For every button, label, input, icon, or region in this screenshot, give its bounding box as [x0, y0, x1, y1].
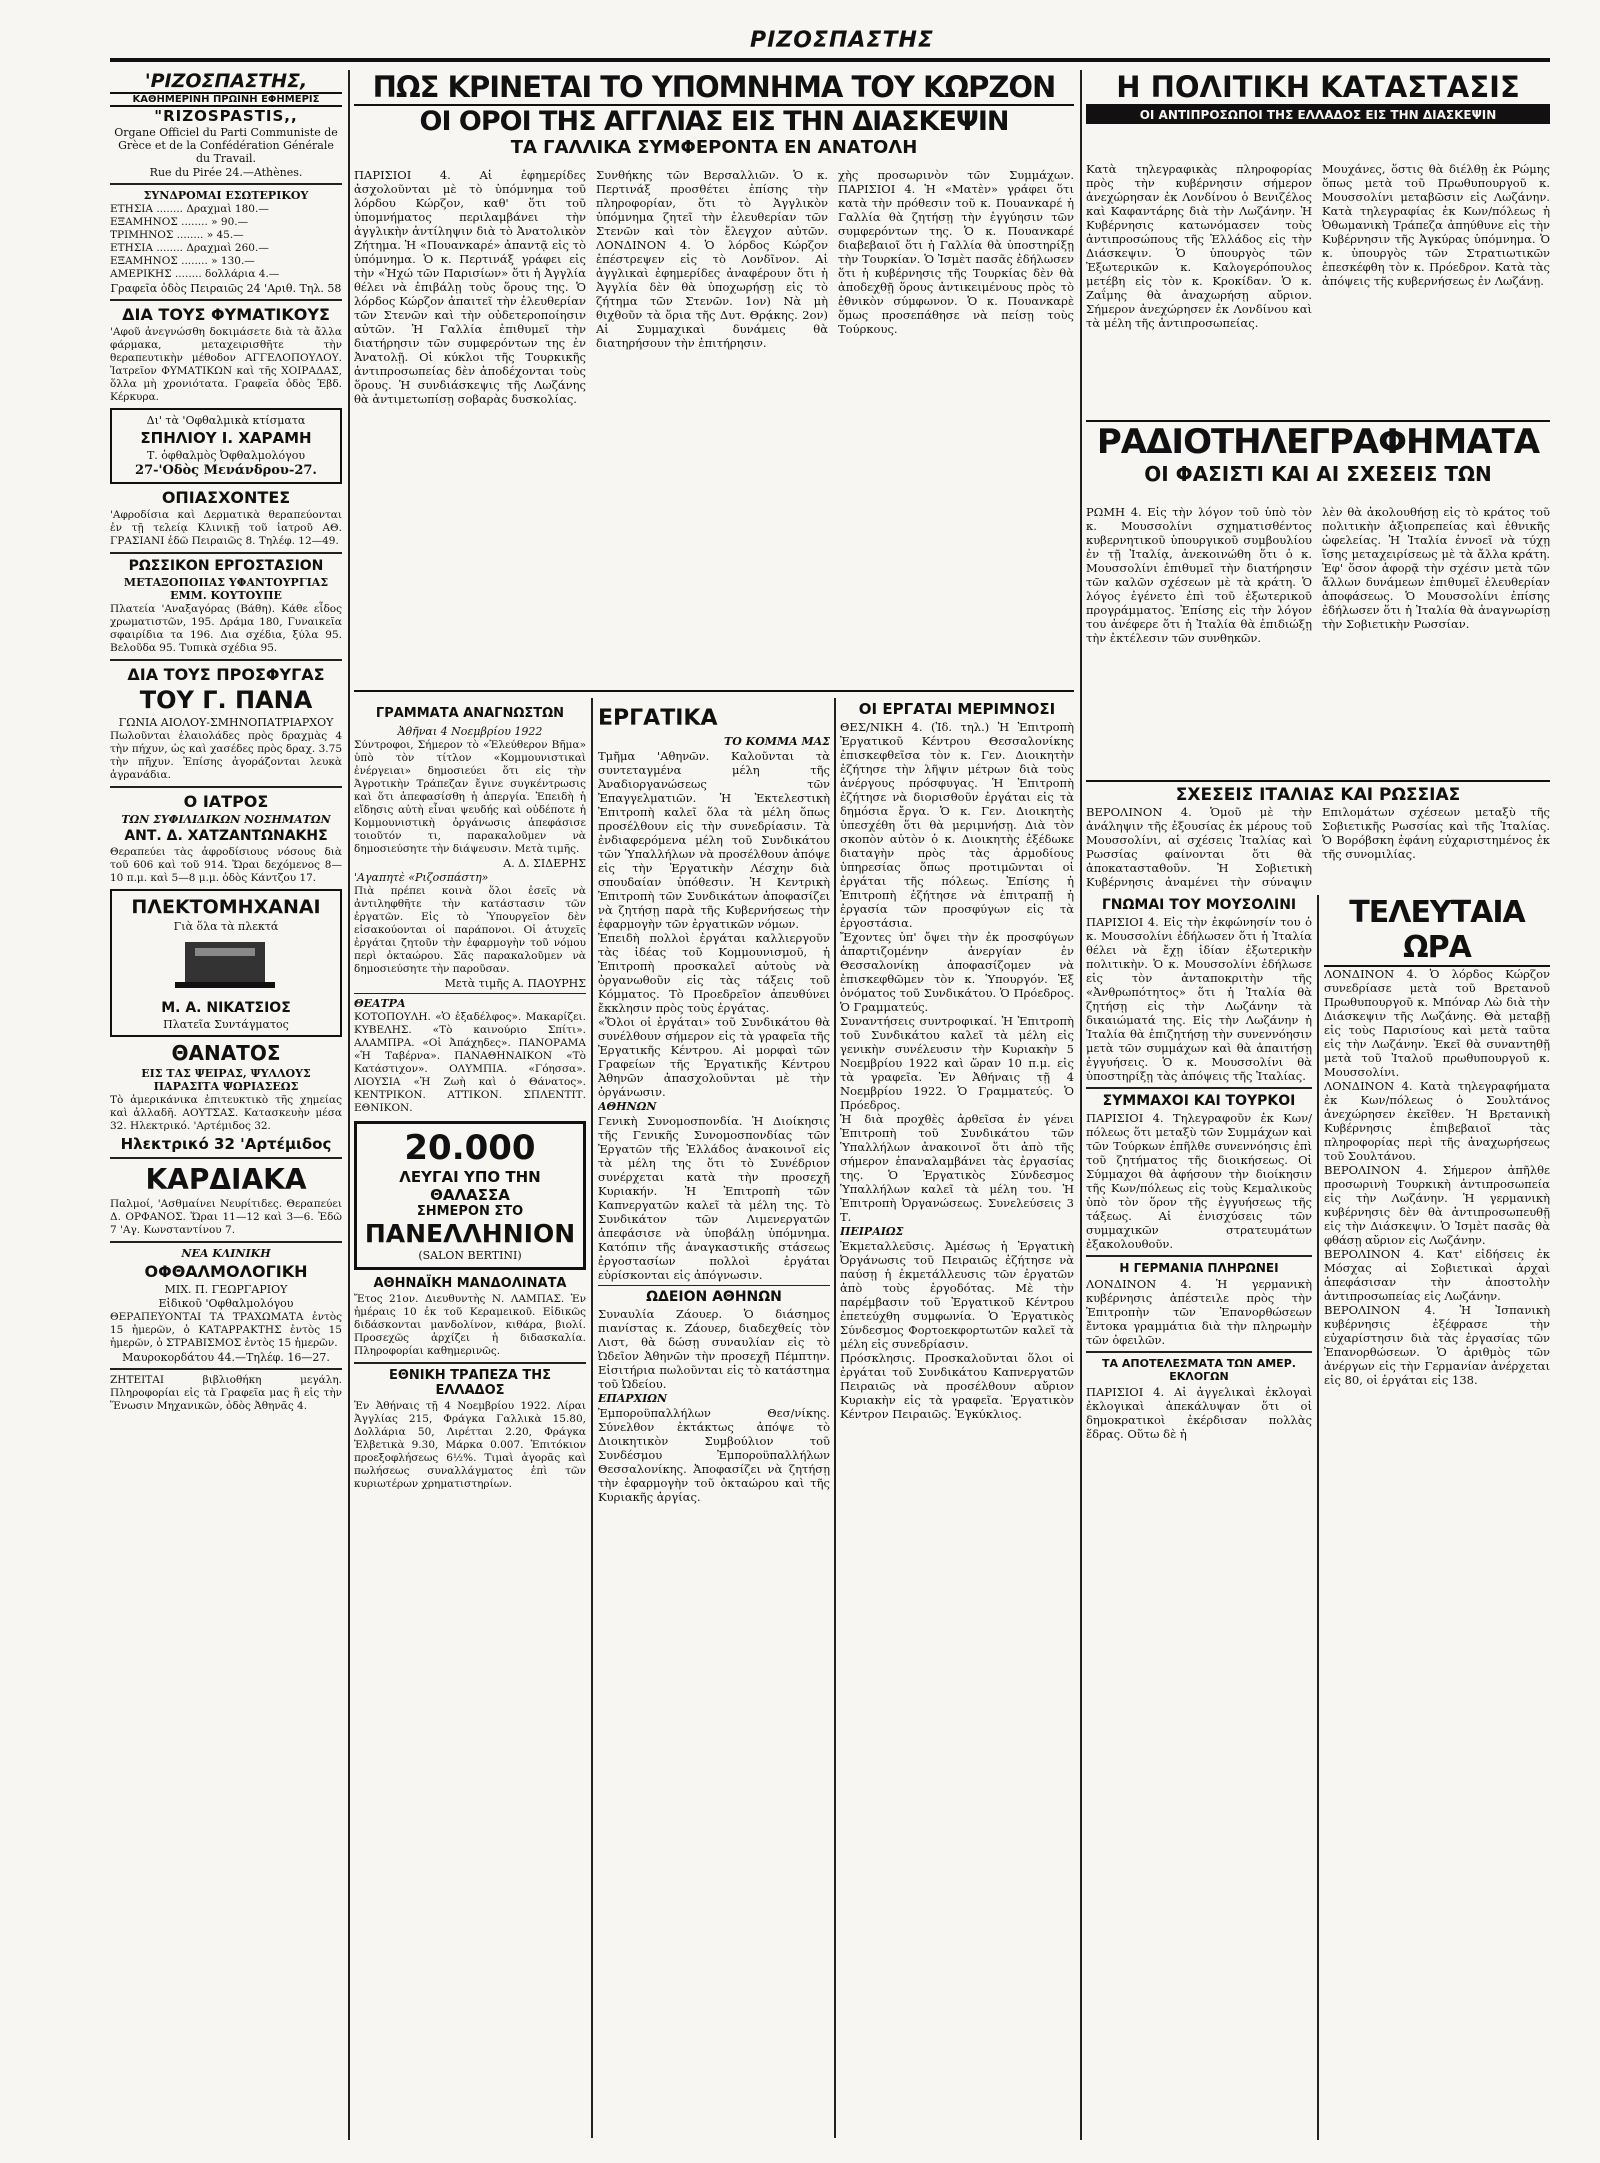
ad-doctor-name: ΑΝΤ. Δ. ΧΑΤΖΑΝΤΩΝΑΚΗΣ: [124, 828, 328, 844]
paper-subtitle: ΚΑΘΗΜΕΡΙΝΗ ΠΡΩΙΝΗ ΕΦΗΜΕΡΙΣ: [110, 92, 342, 107]
political-text1: Κατὰ τηλεγραφικὰς πληροφορίας πρὸς τὴν κυβέρνησιν σήμερον ἀνεχώρησαν ἐκ Λονδίνου ὁ Βενιζέλος καὶ Καφαντάρης διὰ τὴν Λωζάνην. Ἡ Κυβέρνησις κατωνόμασεν τοὺς ἀντιπροσώπους τῆς Ἑλλάδος εἰς τὴν Διάσκεψιν. Ὁ ὑπουργὸς τῶν Ἐξωτερικῶν κ. Καλογερόπουλος μετέβη εἰς τὸν κ. Κροκίδαν. Ὁ κ. Ζαΐμης θὰ ἀναχωρήσῃ αὔριον. Σήμερον ἀνεχώρησεν ἐκ Λονδίνου καὶ τὰ μέλη τῆς ἀντιπροσωπείας.: [1086, 162, 1312, 330]
ad-phthisis-text: 'Αφοῦ ἀνεγνώσθη δοκιμάσετε διὰ τὰ ἄλλα φάρμακα, μεταχειρισθῆτε τὴν θεραπευτικὴν μέθοδον ΑΓΓΕΛΟΠΟΥΛΟΥ. Ἰατρεῖον ΦΥΜΑΤΙΚΩΝ καὶ τῆς ΧΟΙΡΑΔΑΣ, ὅλλα μὴ χρονιότατα. Γραφεῖα ὁδὸς Ἐβδ. Κέρκυρα.: [110, 326, 342, 403]
ad-ophthalmic-line3: Τ. ὁφθαλμὸς Ὀφθαλμολόγου: [146, 449, 306, 462]
article-curzon-part1: ΠΑΡΙΣΙΟΙ 4. Αἱ ἐφημερίδες ἀσχολοῦνται μὲ τὸ ὑπόμνημα τοῦ λόρδου Κώρζον, καθ' ὅτι τοῦ ὑπομνήματος περιλαμβάνει τὴν ἀγγλικὴν ἀντίληψιν διὰ τὸ Ἀνατολικὸν Ζήτημα. Ἡ «Πουανκαρέ» ἀπαντᾷ εἰς τὸ ὑπόμνημα. Ὁ κ. Περτινάξ γράφει εἰς τὴν «Ἠχώ τῶν Παρισίων» ὅτι ἡ Ἀγγλία θέλει νὰ ἐπιβάλῃ τοὺς ὅρους της. Ὁ λόρδος Κώρζον ἀπαιτεῖ τὴν ἐλευθερίαν τῶν Στενῶν καὶ τὴν οὐδετεροποίησιν αὐτῶν. Ἡ Γαλλία ἐπιθυμεῖ τὴν διατήρησιν τῶν συμφερόντων της ἐν Ἀνατολῇ. Οἱ κύκλοι τῆς Τουρκικῆς ἀντιπροσωπείας δὲν ἀποδέχονται τοὺς ὅρους. Ἡ συνδιάσκεψις τῆς Λωζάνης θὰ ἀντιμετωπίσῃ σοβαρὰς δυσκολίας.: [354, 168, 586, 406]
ad-knitting-name: Μ. Α. ΝΙΚΑΤΣΙΟΣ: [161, 1000, 291, 1016]
main-headline-area: [354, 70, 1074, 160]
masthead-title: ΡΙΖΟΣΠΑΣΤΗΣ: [750, 28, 934, 53]
ad-death-title: ΘΑΝΑΤΟΣ: [171, 1041, 281, 1065]
lottery-amount: 20.000: [404, 1128, 536, 1168]
article-col-b: [596, 168, 828, 678]
ad-refugees-title: ΔΙΑ ΤΟΥΣ ΠΡΟΣΦΥΓΑΣ: [127, 665, 325, 684]
odeon-text: Συναυλία Ζάουερ. Ὁ διάσημος πιανίστας κ. Ζάουερ, διαδεχθείς τὸν Λιστ, θὰ δώσῃ συναυλίαν εἰς τὸ Ὠδεῖον Ἀθηνῶν τὴν προσεχῆ Πέμπτην. Εἰσιτήρια πωλοῦνται εἰς τὸ κατάστημα τοῦ Ὠδείου.: [598, 1307, 830, 1391]
article-col-a: [354, 168, 586, 678]
column-workers-care: [840, 698, 1074, 2138]
ad-death-sub: ΕΙΣ ΤΑΣ ΨΕΙΡΑΣ, ΨΥΛΛΟΥΣ ΠΑΡΑΣΙΤΑ ΨΩΡΙΑΣΕΩΣ: [141, 1067, 311, 1093]
ad-knitting-address: Πλατεῖα Συντάγματος: [163, 1018, 289, 1031]
labour-text2: Ἐπειδὴ πολλοὶ ἐργάται καλλιεργοῦν τὰς ἰδέας τοῦ Κομμουνισμοῦ, ἡ Ἐπιτροπὴ προσκαλεῖ αὐτοὺς νὰ ὀργανωθοῦν εἰς τὰς τάξεις τοῦ Κόμματος. Τὸ Προεδρεῖον ἀπευθύνει ἔκκλησιν πρὸς τοὺς ἐργάτας.: [598, 931, 830, 1015]
letter2-text: Πιὰ πρέπει κοινὰ ὅλοι ἐσεῖς νὰ ἀντιληφθῆτε τὴν κατάστασιν τῶν ἐργατῶν. Εἰς τὸ Ὑπουργεῖον δὲν εἰσακούονται οἱ παράπονοι. Οἱ ἀτυχεῖς ἐργάται ζητοῦν τὴν ἐφαρμογὴν τοῦ νόμου περὶ ὀκταώρου. Σᾶς παρακαλοῦμεν νὰ δημοσιεύσητε τὴν παροῦσαν.: [354, 885, 586, 975]
ad-russian-factory-title: ΡΩΣΣΙΚΟΝ ΕΡΓΟΣΤΑΣΙΟΝ: [128, 558, 324, 574]
ad-clinic-address: Μαυροκορδάτου 44.—Τηλέφ. 16—27.: [122, 1351, 330, 1364]
workers-text1: ΘΕΣ/ΝΙΚΗ 4. (Ἰδ. τηλ.) Ἡ Ἐπιτροπὴ Ἐργατικοῦ Κέντρου Θεσσαλονίκης ἐπισκεφθεῖσα τὸν κ. Γεν. Διοικητὴν ἐζήτησε τὴν λῆψιν μέτρων διὰ τοὺς ἀνέργους πρόσφυγας. Ἡ Ἐπιτροπὴ ἐζήτησε νὰ διορισθοῦν ἐργάται εἰς τὰ δημόσια ἔργα. Ὁ κ. Γεν. Διοικητὴς ὑπεσχέθη ὅτι θὰ μεριμνήσῃ. Διὰ τὸν σκοπὸν αὐτὸν ὁ κ. Διοικητὴς ἐξέδωκε διαταγὴν πρὸς τὰς ἀρμοδίους ὑπηρεσίας ὅπως προτιμῶνται οἱ ἐργάται τῆς πόλεως. Ἐπίσης ἡ Ἐπιτροπὴ ἐζήτησε νὰ ἐπιτραπῇ ἡ ἐργασία τῶν προσφύγων εἰς τὰ ἐργοστάσια.: [840, 720, 1074, 930]
ad-ophthalmic-line1: Δι' τὰ 'Οφθαλμικὰ κτίσματα: [146, 414, 306, 427]
column-right-a: [1086, 895, 1312, 2140]
radio-fascists-sub: ΟΙ ΦΑΣΙΣΤΙ ΚΑΙ ΑΙ ΣΧΕΣΕΙΣ ΤΩΝ: [1144, 462, 1492, 486]
province-text: Ἐμποροϋπαλλήλων Θεσ/νίκης. Σύνελθον ἐκτάκτως ἀπόψε τὸ Διοικητικὸν Συμβούλιον τοῦ Συνδέσμου Ἐμποροϋπαλλήλων Θεσσαλονίκης. Ἀποφασίζει νὰ ζητήσῃ τὴν ἐφαρμογὴν τοῦ ὀκταώρου καὶ τῆς Κυριακῆς ἀργίας.: [598, 1406, 830, 1504]
last-hour-title: ΤΕΛΕΥΤΑΙΑ ΩΡΑ: [1324, 895, 1550, 967]
ad-doctor-title: Ο ΙΑΤΡΟΣ: [183, 792, 269, 811]
masthead: [110, 28, 1550, 62]
mandolin-title: ΑΘΗΝΑΪΚΗ ΜΑΝΔΟΛΙΝΑΤΑ: [373, 1276, 567, 1291]
subscriptions-title: ΣΥΝΔΡΟΜΑΙ ΕΣΩΤΕΡΙΚΟΥ: [143, 189, 309, 202]
italy-russia-block: [1086, 780, 1550, 890]
column-letters: [354, 698, 586, 2138]
ad-ophthalmic-address: 27-'Οδὸς Μενάνδρου-27.: [135, 463, 317, 478]
ad-refugees-text: Πωλοῦνται ἐλαιολάδες πρὸς δραχμὰς 4 τὴν πήχυν, ὡς καὶ χασέδες πρὸς δραχ. 3.75 τὴν πῆχυν. Ἐπίσης ἀγοράζονται λευκὰ ἀγρανάδια.: [110, 730, 342, 781]
subscription-row: ΕΞΑΜΗΝΟΣ ........ » 90.—: [110, 216, 249, 228]
theatre-text: ΚΟΤΟΠΟΥΛΗ. «Ὁ ἐξαδέλφος». Μακαρίζει. ΚΥΒΕΛΗΣ. «Τὸ καινούριο Σπίτι». ΑΛΑΜΠΡΑ. «Οἱ Ἀπάχηδες». ΠΑΝΟΡΑΜΑ «Ἡ Ταβέρνα». ΠΑΝΑΘΗΝΑΙΚΟΝ «Τὸ Κατάστιχον». ΟΛΥΜΠΙΑ. «Γόησσα». ΛΙΟΥΣΙΑ «Ἡ Ζωὴ καὶ ὁ Θάνατος». ΚΕΝΤΡΙΚΟΝ. ΑΤΤΙΚΟΝ. ΣΠΛΕΝΤΙΤ. ΕΘΝΙΚΟΝ.: [354, 1011, 586, 1114]
ad-knitting-title: ΠΛΕΚΤΟΜΗΧΑΝΑΙ: [131, 896, 321, 918]
ad-clinic-name: ΟΦΘΑΛΜΟΛΟΓΙΚΗ: [144, 1262, 308, 1281]
odeon-title: ΩΔΕΙΟΝ ΑΘΗΝΩΝ: [646, 1289, 782, 1305]
ad-clinic-text: ΘΕΡΑΠΕΥΟΝΤΑΙ ΤΑ ΤΡΑΧΩΜΑΤΑ ἐντὸς 15 ἡμερῶν, ὁ ΚΑΤΑΡΡΑΚΤΗΣ ἐντὸς 15 ἡμερῶν, ὁ ΣΤΡΑΒΙΣΜΟΣ ἐντὸς 15 ἡμερῶν.: [110, 1311, 342, 1349]
column-ads: [110, 70, 342, 2140]
ad-clinic-specialty: Εἰδικοῦ 'Οφθαλμολόγου: [158, 1297, 294, 1310]
lottery-line2: ΣΗΜΕΡΟΝ ΣΤΟ: [416, 1204, 524, 1219]
radio-col-a: [1086, 505, 1312, 775]
radio-header: [1086, 420, 1550, 500]
ad-cardiac-text: Παλμοί, 'Ασθμαίνει Νευρίτιδες. Θεραπεύει Δ. ΟΡΦΑΝΟΣ. Ὥραι 11—12 καὶ 3—6. Ἐδῶ 7 'Αγ. Κωνσταντίνου 7.: [110, 1198, 342, 1236]
radio-text2: ΡΩΜΗ 4. Εἰς τὴν λόγον τοῦ ὑπὸ τὸν κ. Μουσσολίνι σχηματισθέντος κυβερνητικοῦ ὑπουργικοῦ συμβουλίου ἐν τῇ Ἰταλίᾳ, ἀνεκοινώθη ὅτι ὁ κ. Μουσσολίνι ἐπιθυμεῖ τὴν διατήρησιν τῶν καλῶν σχέσεων μὲ τὰ κράτη. Ὁ λόγος ἐγένετο ἐπὶ τοῦ ἐξωτερικοῦ προγράμματος. Ἐπίσης εἰς τὴν λόγον του ἀνέφερε ὅτι ἡ Ἰταλία θὰ ἐπιδιώξῃ τὴν ἐκτέλεσιν τῶν συνθηκῶν.: [1086, 505, 1312, 645]
italy-russia-title: ΣΧΕΣΕΙΣ ΙΤΑΛΙΑΣ ΚΑΙ ΡΩΣΣΙΑΣ: [1086, 780, 1550, 805]
paper-organ-note: Organe Officiel du Parti Communiste de Grèce et de la Confédération Générale du Travail.: [114, 126, 338, 165]
letter2-salutation: 'Αγαπητὲ «Ριζοσπάστη»: [354, 871, 489, 884]
ad-phthisis-title: ΔΙΑ ΤΟΥΣ ΦΥΜΑΤΙΚΟΥΣ: [122, 305, 330, 324]
ad-refugees-sub: ΓΩΝΙΑ ΑΙΟΛΟΥ-ΣΜΗΝΟΠΑΤΡΙΑΡΧΟΥ: [118, 716, 334, 729]
italy-russia-text-b: Επιλομάτων σχέσεων μεταξὺ τῆς Σοβιετικῆς Ρωσσίας καὶ τῆς Ἰταλίας. Ὁ Βορόβσκη ἐφάνη εὐχαριστημένος ἐκ τῆς συνομιλίας.: [1322, 805, 1550, 861]
mussolini-opinion-title: ΓΝΩΜΑΙ ΤΟΥ ΜΟΥΣΟΛΙΝΙ: [1101, 897, 1297, 913]
mandolin-text: Ἔτος 21ον. Διευθυντὴς Ν. ΛΑΜΠΑΣ. Ἐν ἡμέραις 10 ἐκ τοῦ Κεραμεικοῦ. Εἰδικῶς διδάσκονται μανδολίνον, κιθάρα, βιολί. Προσεχῶς ἀρχίζει ἡ διδασκαλία. Πληροφορίαι καθημερινῶς.: [354, 1293, 586, 1357]
labour-section-title: ΕΡΓΑΤΙΚΑ: [598, 706, 718, 731]
workers-text2: Ἔχοντες ὑπ' ὄψει τὴν ἐκ προσφύγων ἀπαρτιζομένην ἀνεργίαν ἐν Θεσσαλονίκῃ ἀποφασίζομεν νὰ ἐπισκεφθῶμεν τὸν κ. Ὑπουργόν. Ἐξ ὀνόματος τοῦ Συνδικάτου. Ὁ Πρόεδρος. Ὁ Γραμματεύς.: [840, 930, 1074, 1014]
subscription-row: ΕΤΗΣΙΑ ........ Δραχμαὶ 180.—: [110, 203, 269, 215]
ad-doctor-sub: ΤΩΝ ΣΥΦΙΛΙΔΙΚΩΝ ΝΟΣΗΜΑΤΩΝ: [121, 813, 331, 826]
theatre-title: ΘΕΑΤΡΑ: [354, 997, 406, 1010]
article-col-c: [838, 168, 1074, 678]
political-situation-sub: ΟΙ ΑΝΤΙΠΡΟΣΩΠΟΙ ΤΗΣ ΕΛΛΑΔΟΣ ΕΙΣ ΤΗΝ ΔΙΑΣΚΕΨΙΝ: [1086, 106, 1550, 124]
article-curzon-part3: χὴς προσωρινὸν τῶν Συμμάχων. ΠΑΡΙΣΙΟΙ 4. Ἡ «Ματὲν» γράφει ὅτι κατὰ τὴν πρόθεσιν τοῦ κ. Πουανκαρέ ἡ Γαλλία θὰ ζητήσῃ τὴν ἐγγύησιν τῶν συμφερόντων της. Ὁ κ. Πουανκαρέ διαβεβαιοῖ ὅτι ἡ Γαλλία θὰ ὑποστηρίξῃ τὴν Τουρκίαν. Ὁ Ἰσμὲτ πασᾶς ἐδήλωσεν ὅτι ἡ κυβέρνησις τῆς Τουρκίας δὲν θὰ ἀποδεχθῇ ὅρους ἀντικειμένους πρὸς τὸ ἐθνικὸν σύμφωνον. Ὁ κ. Πουανκαρὲ ὅμως προσεπάθησε νὰ πείσῃ τοὺς Τούρκους.: [838, 168, 1074, 336]
headline-england-terms: ΟΙ ΟΡΟΙ ΤΗΣ ΑΓΓΛΙΑΣ ΕΙΣ ΤΗΝ ΔΙΑΣΚΕΨΙΝ: [419, 106, 1009, 137]
column-right-b: [1324, 895, 1550, 2140]
lottery-line1: ΛΕΥΓΑΙ ΥΠΟ ΤΗΝ ΘΑΛΑΣΣΑ: [399, 1168, 541, 1204]
workers-text6: Πρόσκλησις. Προσκαλοῦνται ὅλοι οἱ ἐργάται τοῦ Συνδικάτου Καπνεργατῶν Πειραιῶς νὰ προσέλθουν αὔριον Κυριακὴν εἰς τὰ γραφεῖα. Ἐργατικὸν Κέντρον Πειραιῶς. Ἐγκύκλιος.: [840, 1351, 1074, 1421]
ad-opiaschontes-text: 'Αφροδίσια καὶ Δερματικὰ θεραπεύονται ἐν τῇ τελείᾳ Κλινικῇ τοῦ ἰατροῦ ΑΘ. ΓΡΑΣΙΑΝΙ ἐδῶ Πειραιῶς 8. Τηλέφ. 12—49.: [110, 509, 342, 547]
radio-text2b: λὲν θὰ ἀκολουθήσῃ εἰς τὸ κράτος τοῦ πολιτικὴν ἀξιοπρεπείας καὶ ἐθνικῆς ὠφελείας. Ἡ Ἰταλία ἐννοεῖ νὰ τύχῃ ἴσης μεταχειρίσεως μὲ τὰ ἄλλα κράτη. Ἐφ' ὅσον ἀφορᾷ τὴν σχέσιν μετὰ τῶν ἄλλων δυνάμεων ἐπιθυμεῖ ἐλευθερίαν ἀποφάσεως. Ὁ Μουσσολίνι ἐπίσης ἐδήλωσεν ὅτι ἡ Ἰταλία θὰ ἀναγνωρίσῃ τὴν Σοβιετικὴν Ρωσσίαν.: [1322, 505, 1550, 631]
last-hour-text3: ΒΕΡΟΛΙΝΟΝ 4. Σήμερον ἀπῆλθε προσωρινὴ Τουρκικὴ ἀντιπροσωπεία εἰς τὴν Λωζάνην. Ἡ γερμανικὴ κυβέρνησις δὲν θὰ ἀντιπροσωπευθῇ εἰς τὴν Διάσκεψιν. Ὁ Ἰσμὲτ πασᾶς θὰ φθάσῃ αὔριον εἰς Λωζάνην.: [1324, 1163, 1550, 1247]
political-situation-title: Η ΠΟΛΙΤΙΚΗ ΚΑΤΑΣΤΑΣΙΣ: [1086, 70, 1550, 106]
political-col-b: [1322, 162, 1550, 412]
letters-title: ΓΡΑΜΜΑΤΑ ΑΝΑΓΝΩΣΤΩΝ: [375, 706, 565, 721]
last-hour-text1: ΛΟΝΔΙΝΟΝ 4. Ὁ λόρδος Κώρζον συνεδρίασε μετὰ τοῦ Βρετανοῦ Πρωθυπουργοῦ κ. Μπόναρ Λὼ διὰ τὴν Διάσκεψιν τῆς Λωζάνης. Θὰ μεταβῇ εἰς τοὺς Παρισίους καὶ μετὰ ταῦτα εἰς τὴν Λωζάνην. Ἐκεῖ θὰ συναντηθῇ μετὰ τοῦ Ἰταλοῦ πρωθυπουργοῦ κ. Μουσσολίνι.: [1324, 967, 1550, 1079]
lottery-salon: (SALON BERTINI): [418, 1249, 522, 1262]
ad-doctor-text: Θεραπεύει τὰς ἀφροδίσιους νόσους διὰ τοῦ 606 καὶ τοῦ 914. Ὥραι δεχόμενος 8—10 π.μ. καὶ 5—8 μ.μ. ὁδὸς Κάντζου 17.: [110, 846, 342, 884]
headline-curzon-memo: ΠΩΣ ΚΡΙΝΕΤΑΙ ΤΟ ΥΠΟΜΝΗΜΑ ΤΟΥ ΚΩΡΖΟΝ: [354, 70, 1074, 106]
ad-russian-factory-text: Πλατεία 'Αναξαγόρας (Βάθη). Κάθε εἶδος χρωματιστῶν, 195. Δράμα 180, Γυναικεῖα σφαιρίδια τα 196. Δια σχέδια, ξύλα 95. Βελοῦδα 95. Τυπικὰ σχέδια 95.: [110, 603, 342, 654]
subscription-row: ΤΡΙΜΗΝΟΣ ........ » 45.—: [110, 229, 244, 241]
us-elections-text: ΠΑΡΙΣΙΟΙ 4. Αἱ ἀγγελικαὶ ἐκλογαὶ ἐκλογικαὶ ἀπεκάλυψαν ὅτι οἱ δημοκρατικοὶ ἐκέρδισαν πολλὰς ἕδρας. Οὕτω δὲ ἡ: [1086, 1385, 1312, 1441]
allies-turks-title: ΣΥΜΜΑΧΟΙ ΚΑΙ ΤΟΥΡΚΟΙ: [1102, 1093, 1296, 1109]
subscription-office: Γραφεῖα ὁδὸς Πειραιῶς 24 'Αριθ. Τηλ. 58: [110, 282, 342, 295]
us-elections-title: ΤΑ ΑΠΟΤΕΛΕΣΜΑΤΑ ΤΩΝ ΑΜΕΡ. ΕΚΛΟΓΩΝ: [1102, 1357, 1296, 1383]
subscription-row: ΑΜΕΡΙΚΗΣ ........ δολλάρια 4.—: [110, 268, 280, 280]
labour-text1: Τμῆμα 'Αθηνῶν. Καλοῦνται τὰ συντεταγμένα μέλη τῆς Ἀναδιοργανώσεως τῶν Ἐπαγγελματιῶν. Ἡ Ἐκτελεστικὴ Ἐπιτροπὴ καλεῖ ὅλα τὰ μέλη ὅπως προσέλθουν εἰς τὴν συνεδρίασιν. Τὰ ἐνδιαφερόμενα μέλη τοῦ Συνδικάτου τῶν Ὑπαλλήλων νὰ προσέλθουν ἀπόψε εἰς τὴν Ἐργατικὴν Λέσχην διὰ σπουδαίαν ὑπόθεσιν. Ἡ Κεντρικὴ Ἐπιτροπὴ τῶν Συνδικάτων ἀποφασίζει νὰ ζητήσῃ παρὰ τῆς Κυβερνήσεως τὴν ἐφαρμογὴν τῶν ἐργατικῶν νόμων.: [598, 749, 830, 931]
letters-date: Ἀθῆναι 4 Νοεμβρίου 1922: [397, 725, 543, 738]
germany-pays-title: Η ΓΕΡΜΑΝΙΑ ΠΛΗΡΩΝΕΙ: [1119, 1261, 1279, 1275]
italy-russia-text: ΒΕΡΟΛΙΝΟΝ 4. Ὁμοῦ μὲ τὴν ἀνάληψιν τῆς ἐξουσίας ἐκ μέρους τοῦ Μουσσολίνι, αἱ σχέσεις Ἰταλίας καὶ Ρωσσίας φαίνονται ὅτι θὰ ἀποκατασταθοῦν. Ἡ Σοβιετικὴ Κυβέρνησις ἀναμένει τὴν σύναψιν: [1086, 805, 1312, 889]
last-hour-text2: ΛΟΝΔΙΝΟΝ 4. Κατὰ τηλεγραφήματα ἐκ Κων/πόλεως ὁ Σουλτάνος ἀνεχώρησεν ἐκεῖθεν. Ἡ Βρετανικὴ Κυβέρνησις ἐπιβεβαιοῖ τὰς πληροφορίας περὶ τῆς ἀναχωρήσεως τοῦ Σουλτάνου.: [1324, 1079, 1550, 1163]
ad-library-text: ΖΗΤΕΙΤΑΙ βιβλιοθήκη μεγάλη. Πληροφορίαι εἰς τὰ Γραφεῖα μας ἢ εἰς τὴν Ἕνωσιν Μηχανικῶν, ὁδὸς Ἀθηνᾶς 4.: [110, 1374, 342, 1412]
subscription-row: ΕΤΗΣΙΑ ........ Δραχμαὶ 260.—: [110, 242, 269, 254]
last-hour-text4: ΒΕΡΟΛΙΝΟΝ 4. Κατ' εἰδήσεις ἐκ Μόσχας αἱ Σοβιετικαὶ ἀρχαὶ ἀπεφάσισαν τὴν ἀποστολὴν ἀντιπροσωπείας εἰς Λωζάνην.: [1324, 1247, 1550, 1303]
paper-name: 'ΡΙΖΟΣΠΑΣΤΗΣ,: [144, 70, 308, 92]
labour-text3: «Ὅλοι οἱ ἐργάται» τοῦ Συνδικάτου θὰ συνέλθουν σήμερον εἰς τὰ γραφεῖα τῆς Ἐργατικῆς Κέντρου. Αἱ μορφαὶ τῶν Γραφείων τῆς Ἐργατικῆς Κέντρου Ἀθηνῶν ἀπασχολοῦνται μὲ τὴν ὀργάνωσιν.: [598, 1015, 830, 1099]
ad-russian-factory-sub: ΜΕΤΑΞΟΠΟΙΙΑΣ ΥΦΑΝΤΟΥΡΓΙΑΣ ΕΜΜ. ΚΟΥΤΟΥΠΕ: [123, 576, 329, 602]
ad-knitting-box: [110, 889, 342, 1037]
political-col-a: [1086, 162, 1312, 412]
ad-clinic-title: ΝΕΑ ΚΛΙΝΙΚΗ: [181, 1247, 271, 1260]
last-hour-text5: ΒΕΡΟΛΙΝΟΝ 4. Ἡ Ἰσπανικὴ κυβέρνησις ἐξέφρασε τὴν εὐχαρίστησιν διὰ τὰς ἐργασίας τῶν Ἐπανορθώσεων. Ὁ ἀριθμὸς τῶν ἀνέργων εἰς τὴν Γερμανίαν ἀνέρχεται εἰς 80, οἱ ἐργάται εἰς 138.: [1324, 1303, 1550, 1387]
ad-death-address: Ηλεκτρικό 32 'Αρτέμιδος: [120, 1135, 332, 1153]
lottery-ad-box: [354, 1121, 586, 1270]
radio-col-b: [1322, 505, 1550, 775]
athens-heading: ΑΘΗΝΩΝ: [598, 1100, 657, 1113]
allies-turks-text: ΠΑΡΙΣΙΟΙ 4. Τηλεγραφοῦν ἐκ Κων/πόλεως ὅτι μεταξὺ τῶν Συμμάχων καὶ τῶν Τούρκων ἐπῆλθε συνεννόησις ἐπὶ τοῦ ζητήματος τῆς διοικήσεως. Οἱ Σύμμαχοι θὰ ἀφήσουν τὴν διοίκησιν τῆς Κων/πόλεως εἰς τοὺς Κεμαλικοὺς ὑπὸ τὸν ὅρον τῆς ἐγγυήσεως τῆς τάξεως. Αἱ ἐνισχύσεις τῶν συμμαχικῶν στρατευμάτων ἐξακολουθοῦν.: [1086, 1111, 1312, 1251]
lottery-venue: ΠΑΝΕΛΛΗΝΙΟΝ: [364, 1219, 576, 1248]
workers-care-title: ΟΙ ΕΡΓΑΤΑΙ ΜΕΡΙΜΝΟΣΙ: [858, 700, 1056, 718]
ad-cardiac-title: ΚΑΡΔΙΑΚΑ: [145, 1163, 307, 1196]
ad-death-text: Τὸ ἀμερικάνικα ἐπιτευκτικὸ τῆς χημείας καὶ ἀλλαδῆ. ΑΟΥΤΣΑΣ. Κατασκευὴν μέσα 32. Ηλεκτρικό. 'Αρτέμιδος 32.: [110, 1094, 342, 1132]
subscription-row: ΕΞΑΜΗΝΟΣ ........ » 130.—: [110, 255, 255, 267]
bank-text: Ἐν Ἀθήναις τῇ 4 Νοεμβρίου 1922. Λίραι Ἀγγλίας 215, Φράγκα Γαλλικὰ 15.80, Δολλάρια 50, Λιρέτται 2.20, Φράγκα Ἑλβετικὰ 9.30, Μάρκα 0.007. Ἐπιτόκιον προεξοφλήσεως 6½%. Τιμαὶ ἀγορᾶς καὶ πωλήσεως συναλλάγματος ἐπὶ τῶν κυριωτέρων χρηματιστηρίων.: [354, 1400, 586, 1490]
ad-clinic-doctor: ΜΙΧ. Π. ΓΕΩΡΓΑΡΙΟΥ: [164, 1283, 288, 1296]
bank-title: ΕΘΝΙΚΗ ΤΡΑΠΕΖΑ ΤΗΣ ΕΛΛΑΔΟΣ: [389, 1368, 551, 1398]
political-text1b: Μουχάνες, ὅστις θὰ διέλθῃ ἐκ Ρώμης ὅπως μετὰ τοῦ Πρωθυπουργοῦ κ. Μουσσολίνι μεταβῶσιν εἰς Λωζάνην. Κατὰ τηλεγραφίας ἐκ Κων/πόλεως ἡ Ὀθωμανικὴ Τράπεζα ἀπηύθυνε εἰς τὴν Κυβέρνησιν τῆς Ἀγκύρας ὑπόμνημα. Ὁ κ. ὑπουργὸς τῶν Στρατιωτικῶν ἐπεσκέφθη τὸν κ. Πρόεδρον. Κατὰ τὰς ἀπόψεις τῆς κυβερνήσεως ἐν Λωζάνῃ.: [1322, 162, 1550, 288]
labour-text4: Γενικὴ Συνομοσπονδία. Ἡ Διοίκησις τῆς Γενικῆς Συνομοσπονδίας τῶν Ἐργατῶν τῆς Ἑλλάδος ἀνακοινοῖ εἰς τὰ μέλη της ὅτι τὸ Συνέδριον συνέρχεται κατὰ τὴν προσεχῆ Κυριακήν. Ἡ Ἐπιτροπὴ τῶν Καπνεργατῶν καλεῖ τὰ μέλη της. Τὸ Συνδικάτον τῶν Λιμενεργατῶν ἀπεφάσισε νὰ ὑποβάλῃ ὑπόμνημα. Κατόπιν τῆς ἀναγκαστικῆς στάσεως ἐργοστασίων πολλοὶ ἐργάται εὑρίσκονται εἰς ἀπόγνωσιν.: [598, 1114, 830, 1282]
workers-text3: Συναντήσεις συντροφικαί. Ἡ Ἐπιτροπὴ τοῦ Συνδικάτου καλεῖ τὰ μέλη εἰς γενικὴν συνέλευσιν τὴν Κυριακὴν 5 Νοεμβρίου 1922 καὶ ὥραν 10 π.μ. εἰς τὰ γραφεῖα. Ἐν Ἀθήναις τῇ 4 Νοεμβρίου 1922. Ὁ Γραμματεύς. Ὁ Πρόεδρος.: [840, 1014, 1074, 1112]
knitting-machine-icon: [115, 934, 335, 994]
radio-telegrams-title: ΡΑΔΙΟΤΗΛΕΓΡΑΦΗΜΑΤΑ: [1086, 420, 1550, 462]
ad-ophthalmic-box: [110, 408, 342, 484]
headline-french-interests: ΤΑ ΓΑΛΛΙΚΑ ΣΥΜΦΕΡΟΝΤΑ ΕΝ ΑΝΑΤΟΛΗ: [510, 137, 918, 158]
germany-pays-text: ΛΟΝΔΙΝΟΝ 4. Ἡ γερμανικὴ κυβέρνησις ἀπέστειλε πρὸς τὴν Ἐπιτροπὴν τῶν Ἐπανορθώσεων ἔντοκα γραμμάτια διὰ τὴν πληρωμὴν τῶν ὀφειλῶν.: [1086, 1277, 1312, 1347]
paper-latin-name: "RIZOSPASTIS,,: [154, 107, 298, 125]
workers-text5: Ἐκμεταλλεῦσις. Ἀμέσως ἡ Ἐργατικὴ Ὀργάνωσις τοῦ Πειραιῶς ἐζήτησε νὰ παύσῃ ἡ ἐκμετάλλευσις τῶν ἐργατῶν ἀπὸ τοὺς ἐργοδότας. Μὲ τὴν παρέμβασιν τοῦ Ἐργατικοῦ Κέντρου ἐπετεύχθη συμφωνία. Ὁ Ἐργατικὸς Σύνδεσμος Φορτοεκφορτωτῶν καλεῖ τὰ μέλη εἰς συνεδρίασιν.: [840, 1239, 1074, 1351]
ad-knitting-sub: Γιὰ ὅλα τὰ πλεκτά: [173, 920, 279, 933]
party-heading: ΤΟ ΚΟΜΜΑ ΜΑΣ: [724, 735, 830, 748]
province-heading: ΕΠΑΡΧΙΩΝ: [598, 1392, 668, 1405]
letter-text: Σύντροφοι, Σήμερον τὸ «Ἐλεύθερον Βῆμα» ὑπὸ τὸν τίτλον «Κομμουνιστικαὶ ἐνέργειαι» δημοσιεύει ὅτι εἰς τὴν Ἀγροτικὴν Τράπεζαν ἔγινε συγκέντρωσις καὶ ὅτι ἀπεφασίσθη ἡ ἀπεργία. Ἐπειδὴ ἡ εἴδησις αὐτὴ εἶναι ψευδής καὶ οὐδέποτε ἡ Κομμουνιστικὴ ὀργάνωσις ἀπεφάσισε τοιοῦτόν τι, παρακαλοῦμεν νὰ δημοσιεύσητε τὴν διάψευσιν. Μετὰ τιμῆς.: [354, 739, 586, 855]
paper-address: Rue du Pirée 24.—Athènes.: [149, 166, 303, 179]
letter-signature: Α. Δ. ΣΙΔΕΡΗΣ: [503, 857, 586, 870]
political-header: [1086, 70, 1550, 160]
mussolini-opinion-text: ΠΑΡΙΣΙΟΙ 4. Εἰς τὴν ἐκφώνησίν του ὁ κ. Μουσσολίνι ἐδήλωσεν ὅτι ἡ Ἰταλία θέλει νὰ ἔχῃ ἰδίαν ἐξωτερικὴν πολιτικὴν. Ὁ κ. Μουσσολίνι ἐδήλωσε εἰς τὸν ἀνταποκριτὴν τῆς «Ἀνθρωπότητος» ὅτι ἡ Ἰταλία θὰ ζητήσῃ εἰς τὴν Λωζάνην τὰ δικαιώματά της. Εἰς τὴν Λωζάνην ἡ Ἰταλία θὰ ἐπιζητήσῃ τὴν συνεννόησιν μετὰ τῶν συμμάχων καὶ θὰ ἀπαιτήσῃ ἐγγυήσεις. Ὁ κ. Μουσσολίνι θὰ ὑποστηρίξῃ τὰς ἀπόψεις τῆς Ἰταλίας.: [1086, 915, 1312, 1083]
article-curzon-part2: Συνθήκης τῶν Βερσαλλιῶν. Ὁ κ. Περτινάξ προσθέτει ἐπίσης τὴν πληροφορίαν, ὅτι τὸ Ἀγγλικὸν ὑπόμνημα ζητεῖ τὴν ἐλευθερίαν τῶν Στενῶν καὶ τὸν ἔλεγχον αὐτῶν. ΛΟΝΔΙΝΟΝ 4. Ὁ λόρδος Κώρζον ἐπέστρεψεν εἰς τὸ Λονδῖνον. Αἱ ἀγγλικαὶ ἐφημερίδες ἀναφέρουν ὅτι ἡ Ἀγγλία δὲν θὰ ὑποχωρήσῃ εἰς τὸ ζήτημα τῶν Στενῶν. 1ον) Νὰ μὴ θιχθοῦν τὰ ὅρια τῆς Δυτ. Θρᾴκης. 2ον) Αἱ Συμμαχικαὶ δυνάμεις θὰ διατηρήσουν τὴν ἐπιτήρησιν.: [596, 168, 828, 350]
workers-text4: Ἡ διὰ προχθὲς ἀρθεῖσα ἐν γένει Ἐπιτροπὴ τοῦ Συνδικάτου τῶν Ὑπαλλήλων ἀνακοινοῖ ὅτι ἀπὸ τῆς σήμερον ἐπαναλαμβάνει τὰς ἐργασίας της. Ὁ Ἐργατικὸς Σύνδεσμος Ὑπαλλήλων καλεῖ τὰ μέλη του. Ἡ Ἐπιτροπὴ Ὀργανώσεως. Συνελεύσεις 3 Τ.: [840, 1112, 1074, 1224]
column-labour: [598, 698, 830, 2138]
ad-opiaschontes-title: ΟΠΙΑΣΧΟΝΤΕΣ: [161, 488, 291, 507]
piraeus-heading: ΠΕΙΡΑΙΩΣ: [840, 1225, 904, 1238]
letter2-signature: Μετὰ τιμῆς Α. ΠΑΟΥΡΗΣ: [444, 977, 586, 990]
ad-ophthalmic-name: ΣΠΗΛΙΟΥ Ι. ΧΑΡΑΜΗ: [140, 429, 312, 447]
ad-refugees-name: ΤΟΥ Γ. ΠΑΝΑ: [139, 686, 313, 714]
